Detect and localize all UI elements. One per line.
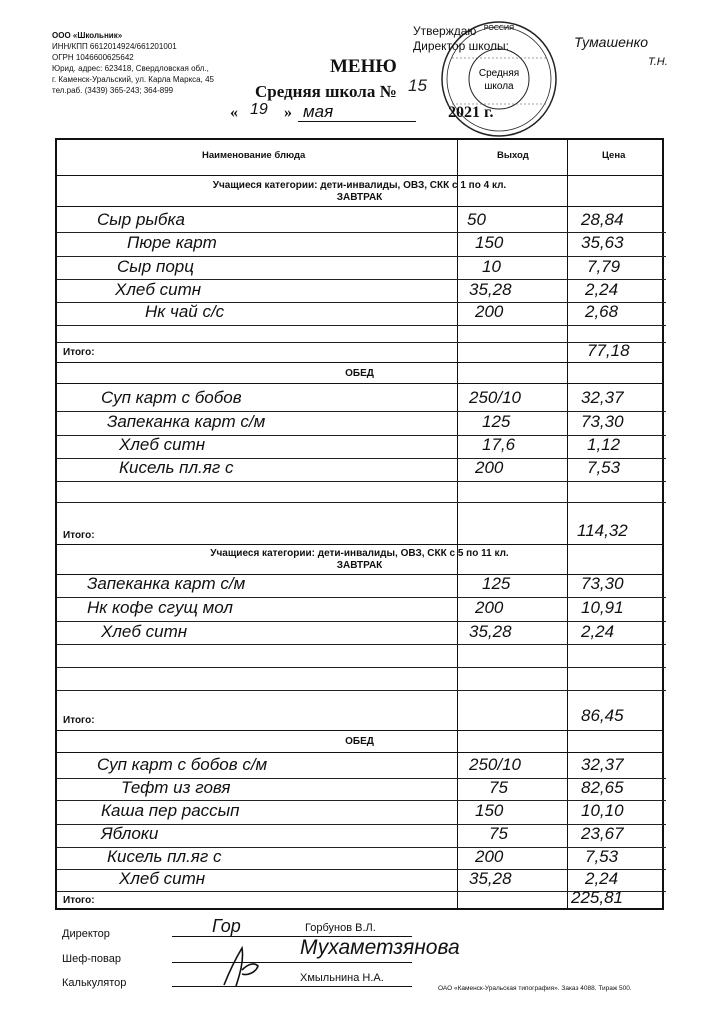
school-number: 15 <box>408 76 427 95</box>
s1-row-5-price: 2,68 <box>585 302 619 321</box>
footer-calculator-line <box>172 986 412 987</box>
s3-row-3-price: 2,24 <box>581 622 615 641</box>
s1-row-2-output: 150 <box>475 233 504 252</box>
s4-total-label: Итого: <box>63 895 95 906</box>
s2-row-3-output: 17,6 <box>482 435 516 454</box>
s3-row-1-output: 125 <box>482 574 511 593</box>
org-address-line-2: г. Каменск-Уральский, ул. Карла Маркса, 45 <box>52 75 214 84</box>
s3-total-value: 86,45 <box>581 706 624 725</box>
s1-row-4-name: Хлеб ситн <box>115 280 202 299</box>
date-open-quote: « <box>230 104 238 121</box>
s3-row-2-name: Нк кофе сгущ мол <box>87 598 233 617</box>
section-2-meal: ОБЕД <box>345 368 374 379</box>
org-address-line-1: Юрид. адрес: 623418, Свердловская обл., <box>52 64 209 73</box>
org-ogrn: ОГРН 1046600625642 <box>52 53 134 62</box>
header-price: Цена <box>602 150 626 161</box>
section-4-divider <box>57 752 662 753</box>
s3-blank-line-2 <box>57 690 666 691</box>
s3-row-1-name: Запеканка карт с/м <box>87 574 246 593</box>
s2-total-divider <box>57 544 662 545</box>
page-title: МЕНЮ <box>330 56 397 77</box>
approval-line-2: Директор школы: <box>413 39 509 53</box>
date-month: мая <box>303 102 334 121</box>
date-month-underline <box>298 121 416 122</box>
s4-row-2-price: 82,65 <box>581 778 624 797</box>
s4-row-6-name: Хлеб ситн <box>119 869 206 888</box>
approval-signature-initials: Т.Н. <box>648 56 668 68</box>
s1-blank-line <box>57 342 666 343</box>
s1-row-2-name: Пюре карт <box>127 233 217 252</box>
approval-block <box>413 24 509 54</box>
s4-row-3-name: Каша пер рассып <box>101 801 240 820</box>
s2-row-2-price: 73,30 <box>581 412 624 431</box>
s4-row-4-price: 23,67 <box>581 824 624 843</box>
section-1-category: Учащиеся категории: дети-инвалиды, ОВЗ, СКК с 1 по 4 кл. <box>212 180 507 191</box>
s4-row-4-output: 75 <box>489 824 508 843</box>
s1-row-1-output: 50 <box>467 210 486 229</box>
org-inn: ИНН/КПП 6612014924/661201001 <box>52 42 177 51</box>
s3-row-1-price: 73,30 <box>581 574 624 593</box>
s1-row-3-name: Сыр порц <box>117 257 194 276</box>
s4-row-2-name: Тефт из говя <box>121 778 231 797</box>
footer-chef-signature: Мухаметзянова <box>300 936 460 959</box>
s1-row-1-name: Сыр рыбка <box>97 210 185 229</box>
s2-row-4-name: Кисель пл.яг с <box>119 458 234 477</box>
s2-total-label: Итого: <box>63 530 95 541</box>
s2-row-2-output: 125 <box>482 412 511 431</box>
menu-table <box>55 138 664 910</box>
s1-row-5-name: Нк чай с/с <box>145 302 225 321</box>
s4-row-6-output: 35,28 <box>469 869 512 888</box>
stamp-center-line-2: школа <box>484 81 514 92</box>
s1-total-value: 77,18 <box>587 341 630 360</box>
s4-row-3-output: 150 <box>475 801 504 820</box>
section-1-divider <box>57 206 662 207</box>
section-2-divider <box>57 383 662 384</box>
s4-row-5-output: 200 <box>475 847 504 866</box>
section-3-category: Учащиеся категории: дети-инвалиды, ОВЗ, СКК с 5 по 11 кл. <box>210 548 509 559</box>
section-4-meal: ОБЕД <box>345 736 374 747</box>
school-heading: Средняя школа № <box>255 82 397 101</box>
footer-chef-label: Шеф-повар <box>62 953 121 965</box>
s2-row-4-output: 200 <box>475 458 504 477</box>
s2-total-value: 114,32 <box>577 521 628 540</box>
approval-line-1: Утверждаю <box>413 24 477 38</box>
s4-row-6-price: 2,24 <box>585 869 619 888</box>
s1-row-5-line <box>57 325 666 326</box>
footer-director-signature: Гор <box>212 916 241 936</box>
header-output: Выход <box>497 150 529 161</box>
footer-director-label: Директор <box>62 928 110 940</box>
approval-signature: Тумашенко <box>574 34 648 50</box>
printer-info: ОАО «Каменск-Уральская типография». Заказ 4088. Тираж 500. <box>438 985 632 992</box>
s4-total-value: 225,81 <box>571 888 623 907</box>
organization-block <box>52 30 214 96</box>
s3-row-3-output: 35,28 <box>469 622 512 641</box>
s1-row-4-output: 35,28 <box>469 280 512 299</box>
s3-total-divider <box>57 730 662 731</box>
s1-row-2-price: 35,63 <box>581 233 624 252</box>
header-divider <box>57 175 662 176</box>
s2-row-2-name: Запеканка карт с/м <box>107 412 266 431</box>
s3-row-2-output: 200 <box>475 598 504 617</box>
s4-row-1-output: 250/10 <box>469 755 521 774</box>
s2-row-3-name: Хлеб ситн <box>119 435 206 454</box>
date-day: 19 <box>250 101 268 118</box>
section-1-meal: ЗАВТРАК <box>336 192 383 203</box>
s1-total-divider <box>57 362 662 363</box>
s4-row-5-name: Кисель пл.яг с <box>107 847 222 866</box>
s4-row-3-price: 10,10 <box>581 801 624 820</box>
s1-row-3-price: 7,79 <box>587 257 621 276</box>
s3-row-3-line <box>57 644 666 645</box>
s2-row-4-price: 7,53 <box>587 458 621 477</box>
header-name: Наименование блюда <box>202 150 306 161</box>
s4-row-4-name: Яблоки <box>101 824 159 843</box>
s1-row-1-price: 28,84 <box>581 210 624 229</box>
s2-row-1-name: Суп карт с бобов <box>101 388 242 407</box>
footer-calculator-label: Калькулятор <box>62 977 127 989</box>
s4-row-1-name: Суп карт с бобов с/м <box>97 755 268 774</box>
s4-row-1-price: 32,37 <box>581 755 624 774</box>
s1-row-3-output: 10 <box>482 257 501 276</box>
s3-row-2-price: 10,91 <box>581 598 624 617</box>
s4-row-5-price: 7,53 <box>585 847 619 866</box>
s2-row-3-price: 1,12 <box>587 435 621 454</box>
s1-row-4-price: 2,24 <box>585 280 619 299</box>
s3-blank-line-1 <box>57 667 666 668</box>
calculator-signature-mark <box>218 940 268 990</box>
org-name: ООО «Школьник» <box>52 31 123 40</box>
s3-row-3-name: Хлеб ситн <box>101 622 188 641</box>
s4-row-2-output: 75 <box>489 778 508 797</box>
stamp-top-text: РОССИЯ <box>483 25 515 32</box>
s1-total-label: Итого: <box>63 347 95 358</box>
s2-blank-line-1 <box>57 502 666 503</box>
section-3-meal: ЗАВТРАК <box>336 560 383 571</box>
date-year: 2021 г. <box>448 104 494 121</box>
footer-director-name: Горбунов В.Л. <box>305 922 376 934</box>
org-phone: тел.раб. (3439) 365-243; 364-899 <box>52 86 174 95</box>
date-close-quote: » <box>284 104 292 121</box>
footer-chef-line <box>172 962 412 963</box>
s2-row-1-price: 32,37 <box>581 388 624 407</box>
footer-calculator-name: Хмыльнина Н.А. <box>300 972 384 984</box>
s3-total-label: Итого: <box>63 715 95 726</box>
s1-row-5-output: 200 <box>475 302 504 321</box>
s2-row-1-output: 250/10 <box>469 388 521 407</box>
s2-row-4-line <box>57 481 666 482</box>
stamp-center-line-1: Средняя <box>478 68 520 79</box>
